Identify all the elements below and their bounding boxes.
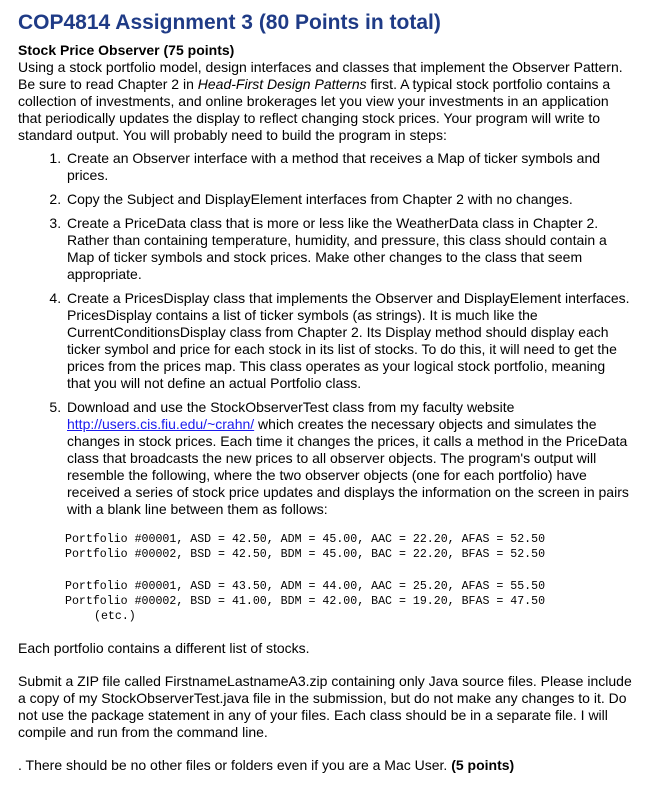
step5-text-2: which creates the necessary objects and simulates the changes in stock prices. Each time it changes the prices, it calls a method in the PriceData class that broadcasts the new prices to all observer objects. The program's output will resemble the following, where the two observer objects (one for each portfolio) have received a series of stock price updates and displays the information on the screen in pairs with a blank line between them as follows: [67, 416, 629, 517]
final-text: . There should be no other files or folders even if you are a Mac User. [18, 757, 452, 773]
page-title: COP4814 Assignment 3 (80 Points in total) [18, 11, 441, 34]
output-line: Portfolio #00001, ASD = 43.50, ADM = 44.00, AAC = 25.20, AFAS = 55.50 [65, 580, 546, 593]
sample-output [65, 532, 632, 624]
section-heading: Stock Price Observer (75 points) [18, 42, 235, 58]
final-paragraph [18, 757, 632, 774]
book-title: Head-First Design Patterns [197, 76, 367, 92]
step-item: 3. Create a PriceData class that is more or less like the WeatherData class in Chapter 2. Rather than containing temperature, humidity, and pressure, this class should contain a Map of ticker symbols and stock prices. Make other changes to the class that seem appropriate. [65, 215, 632, 283]
final-points: (5 points) [451, 757, 515, 773]
output-line: Portfolio #00001, ASD = 42.50, ADM = 45.00, AAC = 22.20, AFAS = 52.50 [65, 533, 546, 546]
step-item: 2. Copy the Subject and DisplayElement interfaces from Chapter 2 with no changes. [65, 191, 632, 208]
output-block-1 [65, 532, 632, 562]
output-line: Portfolio #00002, BSD = 42.50, BDM = 45.00, BAC = 22.20, BFAS = 52.50 [65, 548, 546, 561]
intro-text-2: first. A typical stock portfolio contains a collection of investments, and online brokerages let you view your investments in an application that periodically updates the display to reflect changing stock prices. Your program will write to standard output. You will probably need to build the program in steps: [18, 76, 611, 143]
faculty-website-link[interactable]: http://users.cis.fiu.edu/~crahn/ [67, 416, 255, 432]
step-item: 1. Create an Observer interface with a method that receives a Map of ticker symbols and prices. [65, 150, 632, 184]
step-item-5 [65, 399, 632, 624]
portfolio-note: Each portfolio contains a different list of stocks. [18, 640, 310, 656]
intro-text-1: Using a stock portfolio model, design interfaces and classes that implement the Observer Pattern. Be sure to read Chapter 2 in [18, 59, 623, 92]
step-item: 4. Create a PricesDisplay class that implements the Observer and DisplayElement interfaces. PricesDisplay contains a list of ticker symbols (as strings). It is much like the CurrentConditionsDisplay class from Chapter 2. Its Display method should display each ticker symbol and price for each stock in its list of stocks. To do this, it will need to get the prices from the prices map. This class operates as your logical stock portfolio, meaning that you will not define an actual Portfolio class. [65, 290, 632, 392]
output-line: Portfolio #00002, BSD = 41.00, BDM = 42.00, BAC = 19.20, BFAS = 47.50 [65, 595, 546, 608]
steps-list [18, 150, 632, 624]
output-etc: (etc.) [94, 610, 136, 623]
step5-text-1: Download and use the StockObserverTest class from my faculty website [67, 399, 515, 415]
submit-paragraph: Submit a ZIP file called FirstnameLastnameA3.zip containing only Java source files. Please include a copy of my StockObserverTest.java file in the submission, but do not make any changes to it. Do not use the package statement in any of your files. Each class should be in a separate file. I will compile and run from the command line. [18, 673, 632, 740]
output-block-2 [65, 579, 632, 624]
intro-paragraph [18, 59, 632, 144]
